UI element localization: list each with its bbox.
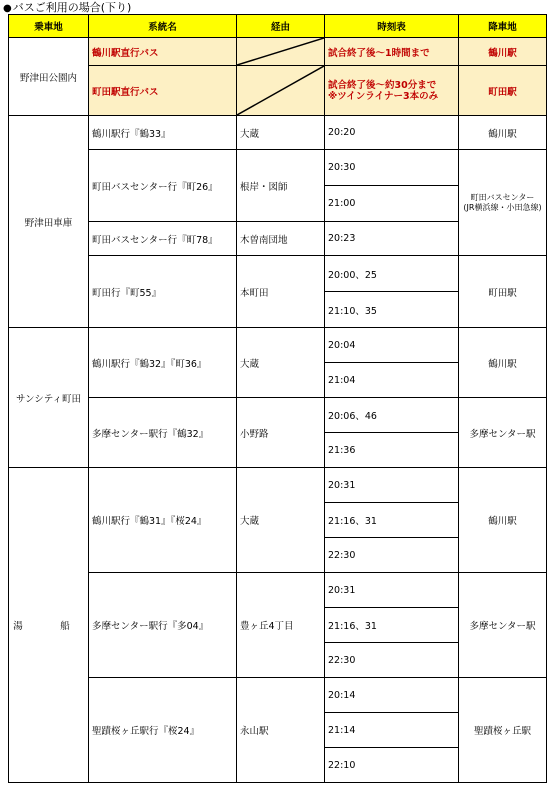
route-cell: 町田行『町55』: [89, 256, 237, 328]
table-row: [9, 116, 547, 150]
time-line: 試合終了後～約30分まで: [328, 79, 437, 91]
route-cell: 鶴川駅直行バス: [89, 38, 237, 66]
alight-lines: (JR横浜線・小田急線): [463, 202, 542, 212]
page-title: [3, 1, 131, 15]
header-route: 系統名: [89, 15, 237, 38]
diagonal-line-icon: [237, 38, 324, 65]
alight-cell: 鶴川駅: [459, 468, 547, 573]
time-cell: 20:23: [325, 222, 459, 256]
via-cell: 大蔵: [237, 328, 325, 398]
via-cell: 永山駅: [237, 678, 325, 783]
time-cell: 20:14: [325, 678, 459, 713]
alight-cell: 多摩センター駅: [459, 398, 547, 468]
time-cell: 20:04: [325, 328, 459, 363]
alight-cell: 聖蹟桜ヶ丘駅: [459, 678, 547, 783]
stop-nozuta-depot: 野津田車庫: [9, 116, 89, 328]
time-cell: 21:16、31: [325, 608, 459, 643]
time-cell: [325, 66, 459, 116]
time-cell: 21:00: [325, 186, 459, 222]
via-cell: 小野路: [237, 398, 325, 468]
stop-suncity-machida: サンシティ町田: [9, 328, 89, 468]
via-cell: 豊ヶ丘4丁目: [237, 573, 325, 678]
table-row: [9, 256, 547, 292]
alight-cell: 鶴川駅: [459, 38, 547, 66]
time-cell: 20:30: [325, 150, 459, 186]
alight-cell: 鶴川駅: [459, 328, 547, 398]
route-cell: 多摩センター駅行『多04』: [89, 573, 237, 678]
bullet-icon: ●: [3, 3, 12, 14]
route-cell: 町田バスセンター行『町26』: [89, 150, 237, 222]
table-row: [9, 328, 547, 363]
table-row: [9, 573, 547, 608]
table-row: [9, 468, 547, 503]
table-row: [9, 150, 547, 186]
route-cell: 町田駅直行バス: [89, 66, 237, 116]
time-cell: 21:36: [325, 433, 459, 468]
time-cell: 22:30: [325, 643, 459, 678]
stop-nozuta-park: 野津田公園内: [9, 38, 89, 116]
via-cell: 大蔵: [237, 116, 325, 150]
table-row: [9, 66, 547, 116]
header-row: [9, 15, 547, 38]
time-cell: 試合終了後～1時間まで: [325, 38, 459, 66]
page-title-text: バスご利用の場合(下り): [12, 1, 132, 14]
via-cell: 根岸・図師: [237, 150, 325, 222]
via-cell-empty: [237, 66, 325, 116]
header-via: 経由: [237, 15, 325, 38]
route-cell: 聖蹟桜ヶ丘駅行『桜24』: [89, 678, 237, 783]
via-cell-empty: [237, 38, 325, 66]
via-cell: 大蔵: [237, 468, 325, 573]
time-cell: 21:16、31: [325, 503, 459, 538]
header-stop: 乗車地: [9, 15, 89, 38]
time-cell: 20:31: [325, 573, 459, 608]
route-cell: 鶴川駅行『鶴32』『町36』: [89, 328, 237, 398]
route-cell: 多摩センター駅行『鶴32』: [89, 398, 237, 468]
header-timetable: 時刻表: [325, 15, 459, 38]
alight-cell: 鶴川駅: [459, 116, 547, 150]
time-cell: 20:20: [325, 116, 459, 150]
route-cell: 鶴川駅行『鶴31』『桜24』: [89, 468, 237, 573]
alight-name: 町田バスセンター: [470, 192, 535, 202]
bus-timetable: [8, 14, 547, 783]
alight-cell: [459, 150, 547, 256]
table-row: [9, 38, 547, 66]
time-cell: 22:30: [325, 538, 459, 573]
via-cell: 木曽南団地: [237, 222, 325, 256]
header-alight: 降車地: [459, 15, 547, 38]
route-cell: 町田バスセンター行『町78』: [89, 222, 237, 256]
via-cell: 本町田: [237, 256, 325, 328]
alight-cell: 町田駅: [459, 256, 547, 328]
time-cell: 20:31: [325, 468, 459, 503]
alight-cell: 町田駅: [459, 66, 547, 116]
diagonal-line-icon: [237, 66, 324, 115]
route-cell: 鶴川駅行『鶴33』: [89, 116, 237, 150]
time-cell: 21:14: [325, 713, 459, 748]
time-cell: 21:04: [325, 363, 459, 398]
table-row: [9, 398, 547, 433]
time-note: ※ツインライナー3本のみ: [328, 90, 439, 102]
time-cell: 22:10: [325, 748, 459, 783]
time-cell: 20:06、46: [325, 398, 459, 433]
time-cell: 21:10、35: [325, 292, 459, 328]
time-cell: 20:00、25: [325, 256, 459, 292]
table-row: [9, 678, 547, 713]
stop-yubune: 湯 船: [9, 468, 89, 783]
alight-cell: 多摩センター駅: [459, 573, 547, 678]
